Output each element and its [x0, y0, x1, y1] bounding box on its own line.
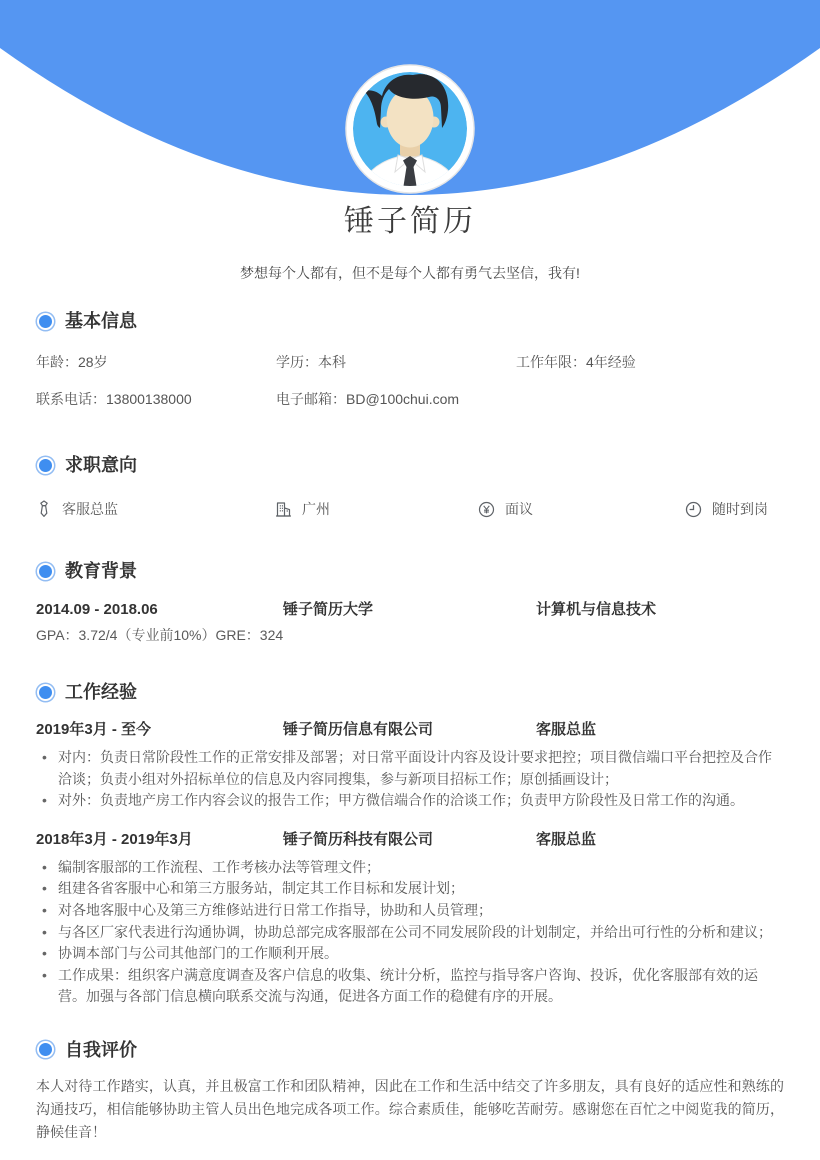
basic-info-title: 基本信息 — [65, 311, 137, 331]
intention-salary-label: 面议 — [505, 501, 533, 517]
intention-city — [275, 499, 478, 519]
job-1-period: 2019年3月 - 至今 — [36, 721, 152, 738]
self-evaluation-text: 本人对待工作踏实，认真，并且极富工作和团队精神，因此在工作和生活中结交了许多朋友，具有良好的适应性和熟练的沟通技巧，相信能够协助主管人员出色地完成各项工作。综合素质佳，能够吃苦耐劳。感谢您在百忙之中阅览我的简历，静候佳音！ — [36, 1077, 784, 1140]
job-intention-row — [36, 499, 784, 519]
section-basic-info — [36, 311, 784, 407]
education-school: 锤子简历大学 — [283, 601, 374, 618]
salary-icon — [478, 501, 495, 518]
section-job-intention — [36, 455, 784, 519]
work-experience-header — [36, 682, 784, 702]
intention-city-label: 广州 — [302, 501, 330, 517]
education-header — [36, 561, 784, 581]
job-2-bullet: • 协调本部门与公司其他部门的工作顺利开展。 — [36, 943, 784, 965]
education-detail: GPA：3.72/4（专业前10%）GRE：324 — [36, 627, 284, 643]
intention-availability — [685, 499, 784, 519]
job-2-bullet: • 与各区厂家代表进行沟通协调，协助总部完成客服部在公司不同发展阶段的计划制定，并给出可行性的分析和建议； — [36, 922, 784, 944]
education-period: 2014.09 - 2018.06 — [36, 601, 158, 618]
section-dot-icon — [39, 565, 52, 578]
job-2-bullet: • 对各地客服中心及第三方维修站进行日常工作指导，协助和人员管理； — [36, 900, 784, 922]
field-phone: 联系电话：13800138000 — [36, 391, 192, 407]
job-2-role: 客服总监 — [536, 830, 597, 848]
intention-salary — [478, 499, 685, 519]
education-major: 计算机与信息技术 — [536, 601, 657, 618]
section-work-experience — [36, 682, 784, 1008]
job-1-role: 客服总监 — [536, 721, 597, 738]
intention-availability-label: 随时到岗 — [712, 501, 768, 517]
section-self-evaluation — [36, 1040, 784, 1144]
job-1-company: 锤子简历信息有限公司 — [283, 721, 434, 738]
intention-position — [36, 499, 275, 519]
job-1-bullet: • 对内：负责日常阶段性工作的正常安排及部署；对日常平面设计内容及设计要求把控；项目微信端口平台把控及合作洽谈；负责小组对外招标单位的信息及内容同搜集，参与新项目招标工作；原创插画设计； — [36, 747, 784, 790]
job-2-bullet: • 编制客服部的工作流程、工作考核办法等管理文件； — [36, 857, 784, 879]
basic-info-grid — [36, 354, 784, 407]
tie-icon — [36, 500, 52, 518]
job-2-bullet: • 组建各省客服中心和第三方服务站，制定其工作目标和发展计划； — [36, 878, 784, 900]
job-1-bullet: • 对外：负责地产房工作内容会议的报告工作；甲方微信端合作的洽谈工作；负责甲方阶段性及日常工作的沟通。 — [36, 790, 784, 812]
work-experience-title: 工作经验 — [65, 682, 137, 702]
resume-name: 锤子简历 — [344, 205, 476, 238]
job-2-bullet: • 工作成果：组织客户满意度调查及客户信息的收集、统计分析，监控与指导客户咨询、投诉，优化客服部有效的运营。加强与各部门信息横向联系交流与沟通，促进各方面工作的稳健有序的开展。 — [36, 965, 784, 1008]
self-evaluation-header — [36, 1040, 784, 1060]
resume-tagline: 梦想每个人都有，但不是每个人都有勇气去坚信，我有! — [240, 265, 580, 281]
field-experience-years: 工作年限：4年经验 — [516, 354, 636, 370]
building-icon — [275, 501, 292, 518]
job-1-bullets — [36, 747, 784, 812]
education-row — [36, 601, 784, 618]
field-degree: 学历：本科 — [276, 354, 346, 370]
section-dot-icon — [39, 315, 52, 328]
job-intention-header — [36, 455, 784, 475]
section-dot-icon — [39, 1043, 52, 1056]
job-1-row — [36, 721, 784, 738]
field-age: 年龄：28岁 — [36, 354, 108, 370]
job-2-period: 2018年3月 - 2019年3月 — [36, 830, 193, 848]
education-title: 教育背景 — [65, 561, 137, 581]
field-email: 电子邮箱：BD@100chui.com — [276, 391, 460, 407]
job-2-bullets — [36, 857, 784, 1008]
section-dot-icon — [39, 459, 52, 472]
section-dot-icon — [39, 686, 52, 699]
job-2-row — [36, 831, 784, 848]
clock-icon — [685, 501, 702, 518]
job-2-company: 锤子简历科技有限公司 — [283, 830, 434, 848]
section-education — [36, 561, 784, 644]
self-evaluation-title: 自我评价 — [65, 1039, 137, 1060]
basic-info-header — [36, 311, 784, 331]
intention-position-label: 客服总监 — [62, 501, 118, 517]
job-intention-title: 求职意向 — [65, 455, 137, 475]
